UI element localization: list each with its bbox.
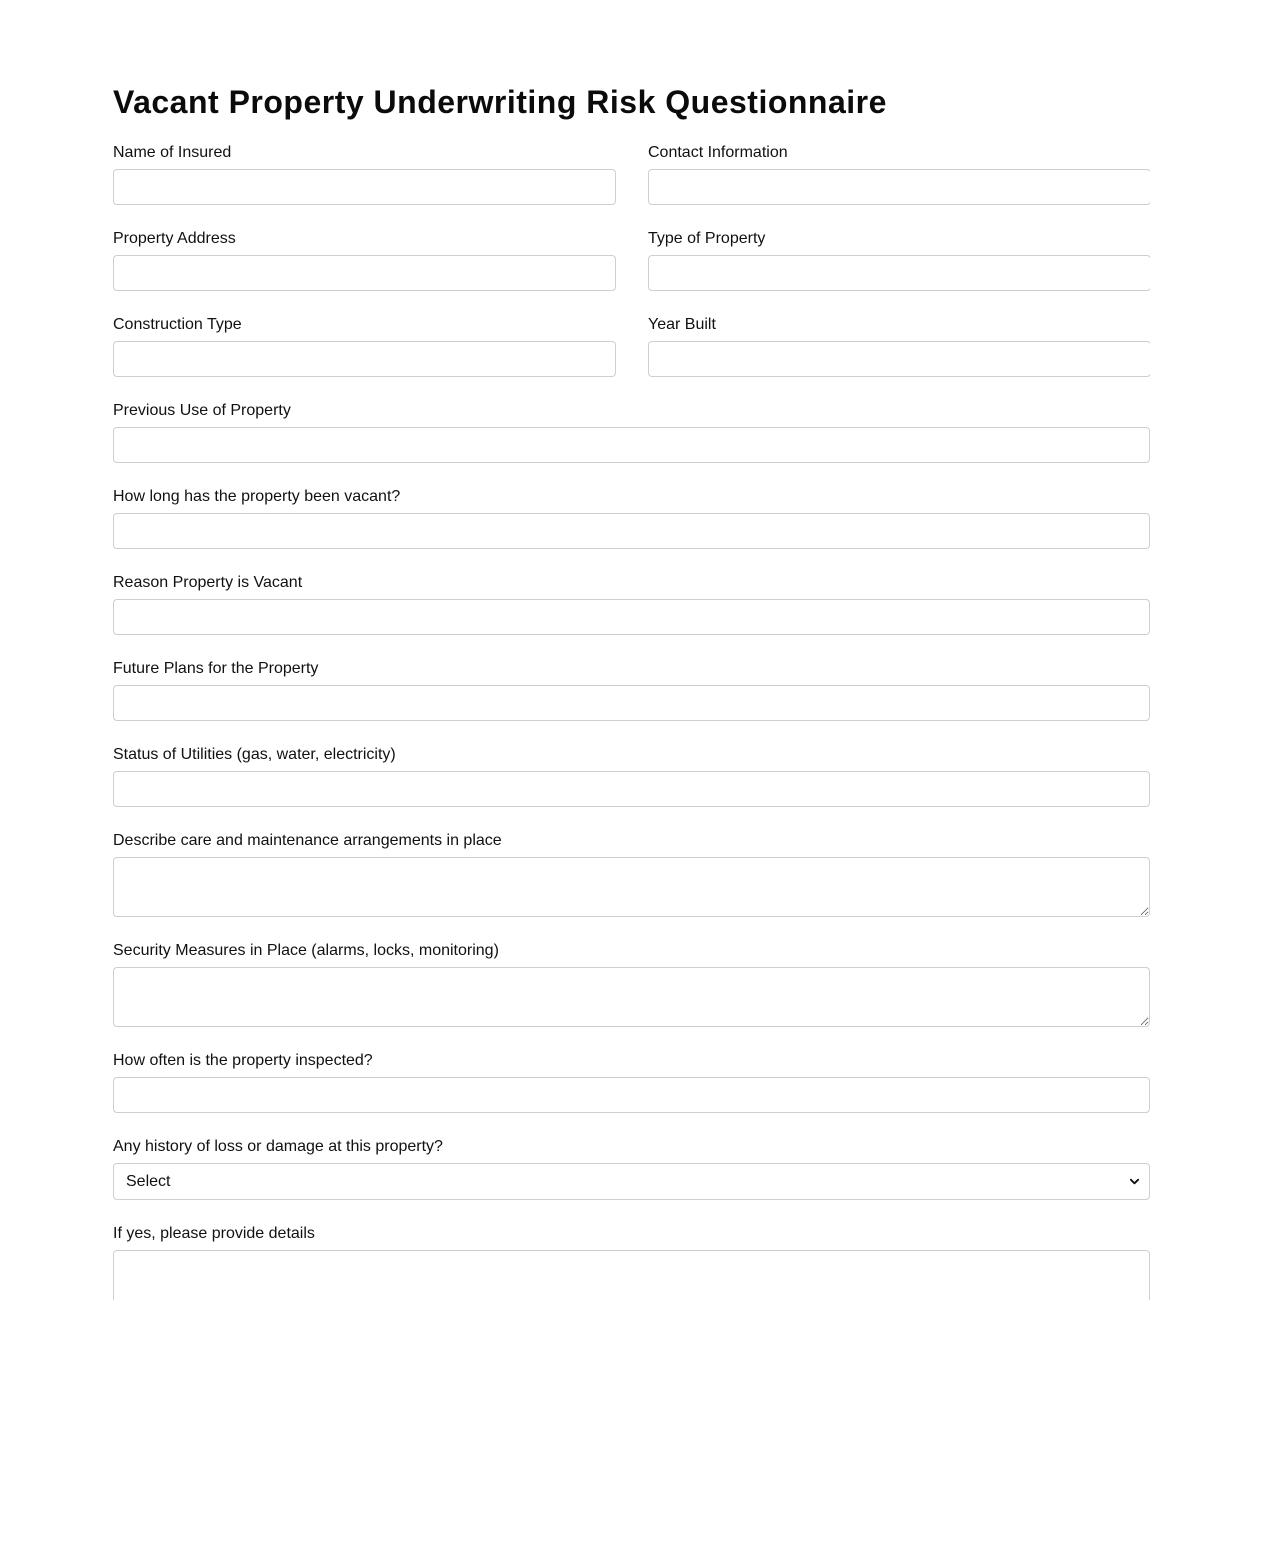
- security-measures-label: Security Measures in Place (alarms, locks, monitoring): [113, 942, 499, 959]
- vacancy-reason-input[interactable]: [113, 599, 1150, 635]
- future-plans-input[interactable]: [113, 685, 1150, 721]
- loss-history-selected-value: Select: [126, 1172, 171, 1190]
- loss-history-label: Any history of loss or damage at this property?: [113, 1138, 443, 1155]
- utilities-status-label: Status of Utilities (gas, water, electricity): [113, 746, 396, 763]
- utilities-status-input[interactable]: [113, 771, 1150, 807]
- previous-use-label: Previous Use of Property: [113, 402, 291, 419]
- page-title: Vacant Property Underwriting Risk Questionnaire: [113, 84, 887, 120]
- contact-information-label: Contact Information: [648, 144, 788, 161]
- construction-type-label: Construction Type: [113, 316, 242, 333]
- questionnaire-form: [113, 0, 1150, 1300]
- inspection-frequency-input[interactable]: [113, 1077, 1150, 1113]
- year-built-input[interactable]: [648, 341, 1150, 377]
- inspection-frequency-label: How often is the property inspected?: [113, 1052, 373, 1069]
- loss-history-select[interactable]: [113, 1163, 1150, 1200]
- care-maintenance-textarea[interactable]: [113, 857, 1150, 917]
- previous-use-input[interactable]: [113, 427, 1150, 463]
- security-measures-textarea[interactable]: [113, 967, 1150, 1027]
- year-built-label: Year Built: [648, 316, 716, 333]
- construction-type-input[interactable]: [113, 341, 616, 377]
- type-of-property-input[interactable]: [648, 255, 1150, 291]
- property-address-label: Property Address: [113, 230, 236, 247]
- name-of-insured-label: Name of Insured: [113, 144, 232, 161]
- type-of-property-label: Type of Property: [648, 230, 766, 247]
- chevron-down-icon: [1129, 1176, 1140, 1187]
- property-address-input[interactable]: [113, 255, 616, 291]
- future-plans-label: Future Plans for the Property: [113, 660, 319, 677]
- care-maintenance-label: Describe care and maintenance arrangements in place: [113, 832, 502, 849]
- vacancy-duration-input[interactable]: [113, 513, 1150, 549]
- loss-details-textarea[interactable]: [113, 1250, 1150, 1300]
- vacancy-reason-label: Reason Property is Vacant: [113, 574, 303, 591]
- vacancy-duration-label: How long has the property been vacant?: [113, 488, 401, 505]
- loss-details-label: If yes, please provide details: [113, 1225, 315, 1242]
- contact-information-input[interactable]: [648, 169, 1150, 205]
- name-of-insured-input[interactable]: [113, 169, 616, 205]
